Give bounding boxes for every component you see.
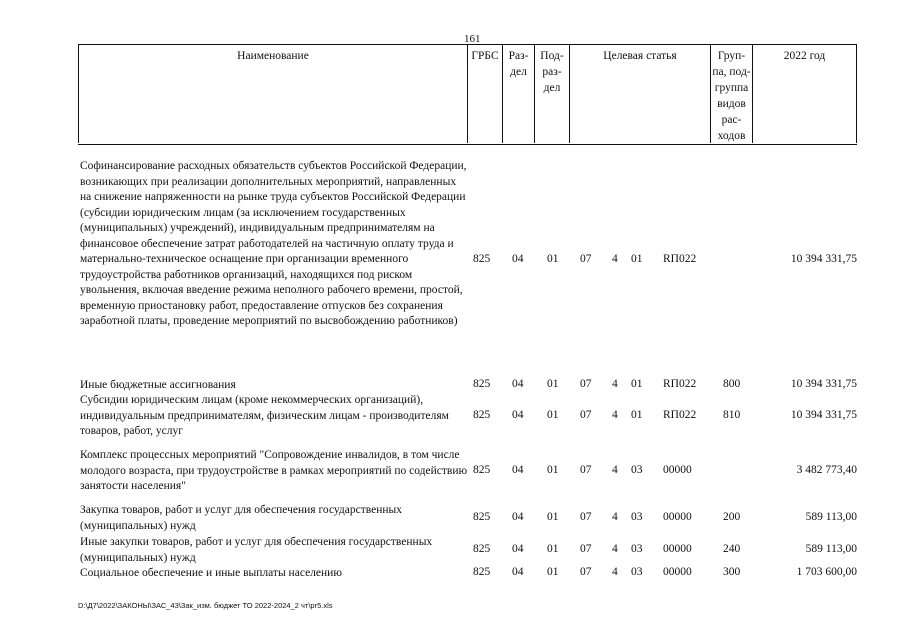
row-pr: 01 — [547, 409, 559, 421]
row-cs2: 4 — [612, 378, 618, 390]
row-amount: 1 703 600,00 — [796, 566, 857, 578]
row-rz: 04 — [512, 409, 524, 421]
row-vr: 200 — [723, 511, 741, 523]
file-path-footer: D:\Д7\2022\ЗАКОНЫ\ЗАС_43\Зак_изм. бюджет ТО 2022-2024_2 чт\pr5.xls — [78, 601, 333, 610]
row-cs2: 4 — [612, 409, 618, 421]
row-cs4: RП022 — [663, 409, 697, 421]
row-cs2: 4 — [612, 464, 618, 476]
row-grbs: 825 — [473, 543, 491, 555]
row-rz: 04 — [512, 253, 524, 265]
row-cs4: 00000 — [663, 543, 692, 555]
row-cs1: 07 — [580, 464, 592, 476]
row-cs4: RП022 — [663, 253, 697, 265]
row-cs4: 00000 — [663, 511, 692, 523]
row-name: Комплекс процессных мероприятий "Сопровождение инвалидов, в том числе молодого возраста, при трудоустройстве в рамках мероприятий по содействию занятости населения" — [80, 449, 468, 492]
row-cs1: 07 — [580, 378, 592, 390]
row-pr: 01 — [547, 378, 559, 390]
row-rz: 04 — [512, 543, 524, 555]
row-vr: 810 — [723, 409, 741, 421]
row-amount: 3 482 773,40 — [796, 464, 857, 476]
row-name: Софинансирование расходных обязательств субъектов Российской Федерации, возникающих при реализации дополнительных мероприятий, направленных на снижение напряженности на рынке труда субъектов Российской Федерации (субсидии юридическим лицам (за исключением государственных (муниципальных) учреждений), индивидуальным предпринимателям на финансовое обеспечение затрат работодателей на частичную оплату труда и материально-техническое оснащение при организации временного трудоустройства работников организаций, находящихся под риском увольнения, включая введение режима неполного рабочего времени, простой, временную приостановку работ, предоставление отпусков без сохранения заработной платы, проведение мероприятий по высвобождению работников) — [80, 160, 467, 327]
row-rz: 04 — [512, 511, 524, 523]
row-cs4: 00000 — [663, 464, 692, 476]
row-cs1: 07 — [580, 511, 592, 523]
row-amount: 589 113,00 — [805, 511, 857, 523]
row-name: Иные бюджетные ассигнования — [80, 379, 236, 391]
row-cs2: 4 — [612, 253, 618, 265]
row-cs3: 03 — [631, 464, 643, 476]
row-grbs: 825 — [473, 566, 491, 578]
row-pr: 01 — [547, 253, 559, 265]
row-cs2: 4 — [612, 511, 618, 523]
row-amount: 10 394 331,75 — [790, 409, 857, 421]
row-amount: 10 394 331,75 — [790, 378, 857, 390]
header-name: Наименование — [78, 45, 467, 143]
row-grbs: 825 — [473, 409, 491, 421]
row-rz: 04 — [512, 464, 524, 476]
row-name: Иные закупки товаров, работ и услуг для обеспечения государственных (муниципальных) нужд — [80, 536, 433, 564]
row-cs3: 01 — [631, 409, 643, 421]
row-vr: 240 — [723, 543, 741, 555]
row-name: Субсидии юридическим лицам (кроме некоммерческих организаций), индивидуальным предпринимателям, физическим лицам - производителям товаров, работ, услуг — [80, 394, 449, 437]
row-pr: 01 — [547, 566, 559, 578]
row-cs3: 01 — [631, 253, 643, 265]
row-cs1: 07 — [580, 543, 592, 555]
row-amount: 10 394 331,75 — [790, 253, 857, 265]
header-podrazdel: Под- раз- дел — [534, 45, 569, 143]
row-vr: 800 — [723, 378, 741, 390]
row-cs3: 01 — [631, 378, 643, 390]
row-grbs: 825 — [473, 253, 491, 265]
header-target: Целевая статья — [569, 45, 710, 143]
row-pr: 01 — [547, 543, 559, 555]
row-cs2: 4 — [612, 543, 618, 555]
row-grbs: 825 — [473, 378, 491, 390]
row-cs4: RП022 — [663, 378, 697, 390]
header-grbs: ГРБС — [467, 45, 502, 143]
row-grbs: 825 — [473, 464, 491, 476]
row-cs1: 07 — [580, 253, 592, 265]
row-cs3: 03 — [631, 511, 643, 523]
header-year: 2022 год — [752, 45, 857, 143]
row-rz: 04 — [512, 566, 524, 578]
row-pr: 01 — [547, 464, 559, 476]
row-name: Закупка товаров, работ и услуг для обеспечения государственных (муниципальных) нужд — [80, 504, 403, 532]
row-cs3: 03 — [631, 543, 643, 555]
row-name: Социальное обеспечение и иные выплаты населению — [80, 567, 342, 579]
header-razdel: Раз- дел — [502, 45, 534, 143]
row-cs4: 00000 — [663, 566, 692, 578]
row-cs2: 4 — [612, 566, 618, 578]
row-vr: 300 — [723, 566, 741, 578]
table-header — [78, 44, 857, 145]
row-cs3: 03 — [631, 566, 643, 578]
row-cs1: 07 — [580, 566, 592, 578]
row-amount: 589 113,00 — [805, 543, 857, 555]
row-cs1: 07 — [580, 409, 592, 421]
row-pr: 01 — [547, 511, 559, 523]
header-group: Груп- па, под- группа видов рас- ходов — [710, 45, 752, 143]
row-grbs: 825 — [473, 511, 491, 523]
row-rz: 04 — [512, 378, 524, 390]
page-number: 161 — [464, 33, 481, 45]
